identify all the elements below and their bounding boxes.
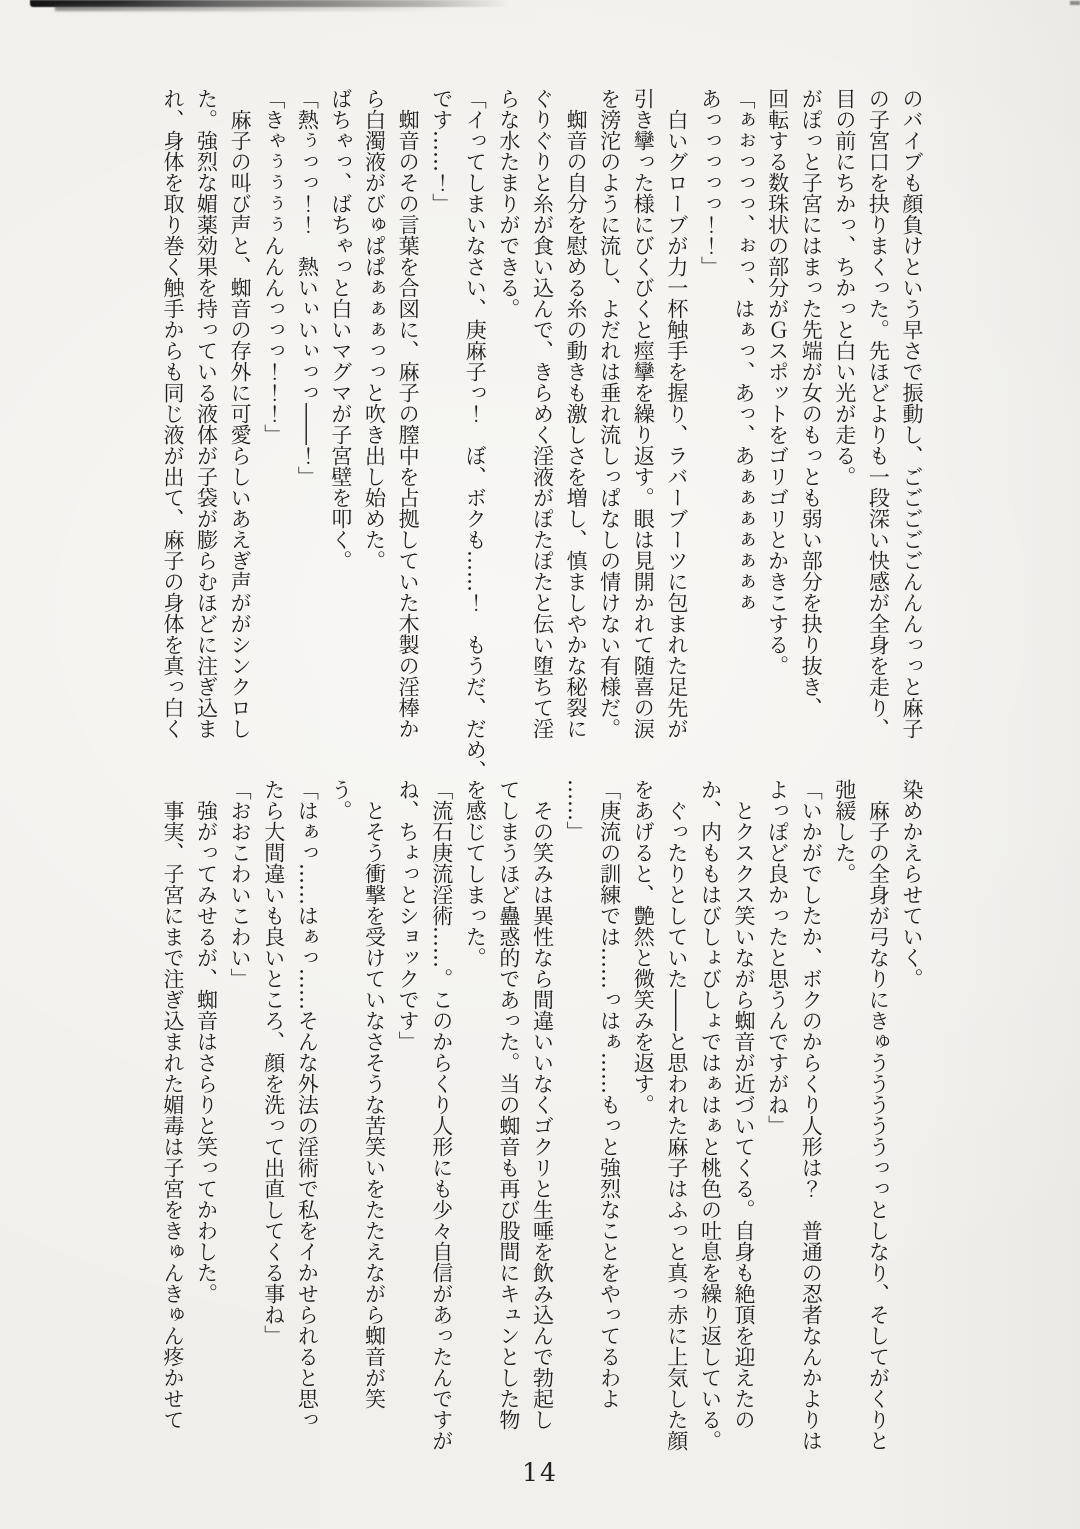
text-line: のバイブも顔負けという早さで振動し、ごごごごごんんんっっと麻子 bbox=[900, 88, 924, 739]
scan-artifact-top-shadow bbox=[55, 5, 455, 11]
text-line: 「庚流の訓練では……っはぁ……もっと強烈なことをやってるわよ bbox=[597, 779, 622, 1409]
text-line: れ、身体を取り巻く触手からも同じ液が出て、麻子の身体を真っ白く bbox=[160, 88, 185, 739]
text-line: を感じてしまった。 bbox=[463, 779, 488, 968]
text-line: たら大間違いも良いところ、顔を洗って出直してくる事ね」 bbox=[261, 779, 286, 1346]
text-line: 「きゃぅぅぅぅんんんっっっ！！！」 bbox=[261, 88, 286, 445]
text-line: をあげると、艶然と微笑みを返す。 bbox=[631, 779, 656, 1115]
scan-artifact-top bbox=[30, 0, 510, 7]
text-line: がぽっと子宮にはまった先端が女のもっとも弱い部分を抉り抜き、 bbox=[799, 88, 824, 718]
text-line: 強がってみせるが、蜘音はさらりと笑ってかわした。 bbox=[194, 779, 219, 1304]
text-line: 染めかえらせていく。 bbox=[900, 779, 924, 989]
text-line: 「熱ぅっっ！！ 熱いぃいぃっっ――！」 bbox=[295, 88, 320, 487]
text-line: です……！」 bbox=[429, 88, 454, 214]
text-line: とそう衝撃を受けていなさそうな苦笑いをたたえながら蜘音が笑 bbox=[362, 779, 387, 1409]
text-line: か、内ももはびしょびしょではぁはぁと桃色の吐息を繰り返している。 bbox=[698, 779, 723, 1451]
text-line: 「いかがでしたか、ボクのからくり人形は？ 普通の忍者なんかよりは bbox=[799, 779, 824, 1451]
text-line: 蜘音のその言葉を合図に、麻子の膣中を占拠していた木製の淫棒か bbox=[396, 88, 421, 739]
text-line: 蜘音の自分を慰める糸の動きも激しさを増し、慎ましやかな秘裂に bbox=[564, 88, 589, 739]
text-line: 「おおこわいこわい」 bbox=[228, 779, 253, 989]
text-line: 「流石庚流淫術……。このからくり人形にも少々自信があったんですが bbox=[429, 779, 454, 1451]
text-line: ら白濁液がびゅぱぱぁぁぁっっと吹き出し始めた。 bbox=[362, 88, 387, 571]
text-line: 白いグローブが力一杯触手を握り、ラバーブーツに包まれた足先が bbox=[664, 88, 689, 739]
text-line: 麻子の全身が弓なりにきゅうううううっっとしなり、そしてがくりと bbox=[866, 779, 891, 1451]
text-line: 「はぁっ……はぁっ……そんな外法の淫術で私をイかせられると思っ bbox=[295, 779, 320, 1430]
text-line: 目の前にちかっ、ちかっと白い光が走る。 bbox=[832, 88, 857, 487]
text-line: ぐりぐりと糸が食い込んで、きらめく淫液がぽたぽたと伝い堕ちて淫 bbox=[530, 88, 555, 739]
text-line: その笑みは異性なら間違いいなくゴクリと生唾を飲み込んで勃起し bbox=[530, 779, 555, 1430]
text-line: 弛緩した。 bbox=[832, 779, 857, 884]
page-number: 14 bbox=[522, 1458, 558, 1487]
text-line: 「ぁぉっっっ、ぉっ、はぁっ、あっ、あぁぁぁぁぁぁぁ bbox=[732, 88, 757, 613]
text-block-lower bbox=[155, 779, 928, 1479]
text-line: た。強烈な媚薬効果を持っている液体が子袋が膨らむほどに注ぎ込ま bbox=[194, 88, 219, 739]
text-line: の子宮口を抉りまくった。先ほどよりも一段深い快感が全身を走り、 bbox=[866, 88, 891, 739]
text-line: う。 bbox=[328, 779, 353, 821]
text-line: 「イってしまいなさい、庚麻子っ！ ぼ、ボクも……！ もうだ、だめ、 bbox=[463, 88, 488, 781]
text-line: 回転する数珠状の部分がＧスポットをゴリゴリとかきこする。 bbox=[765, 88, 790, 676]
text-line: 事実、子宮にまで注ぎ込まれた媚毒は子宮をきゅんきゅん疼かせて bbox=[160, 779, 185, 1430]
text-line: 麻子の叫び声と、蜘音の存外に可愛らしいあえぎ声ががシンクロし bbox=[228, 88, 253, 739]
text-line: ね、ちょっとショックです」 bbox=[396, 779, 421, 1052]
text-line: あっっっっっ！！」 bbox=[698, 88, 723, 277]
text-line: ばちゃっ、ばちゃっと白いマグマが子宮壁を叩く。 bbox=[328, 88, 353, 571]
text-line: 引き攣った様にびくびくと痙攣を繰り返す。眼は見開かれて随喜の涙 bbox=[631, 88, 656, 739]
text-line: を滂沱のように流し、よだれは垂れ流しっぱなしの情けない有様だ。 bbox=[597, 88, 622, 739]
text-line: よっぽど良かったと思うんですがね」 bbox=[765, 779, 790, 1136]
text-block-upper bbox=[155, 88, 928, 788]
text-line: とクスクス笑いながら蜘音が近づいてくる。自身も絶頂を迎えたの bbox=[732, 779, 757, 1430]
text-line: ……」 bbox=[564, 779, 589, 842]
text-line: てしまうほど蠱惑的であった。当の蜘音も再び股間にキュンとした物 bbox=[496, 779, 521, 1430]
scan-artifact-corner bbox=[1070, 1, 1080, 5]
text-line: ぐったりとしていた――と思われた麻子はふっと真っ赤に上気した顔 bbox=[664, 779, 689, 1451]
text-line: らな水たまりができる。 bbox=[496, 88, 521, 319]
